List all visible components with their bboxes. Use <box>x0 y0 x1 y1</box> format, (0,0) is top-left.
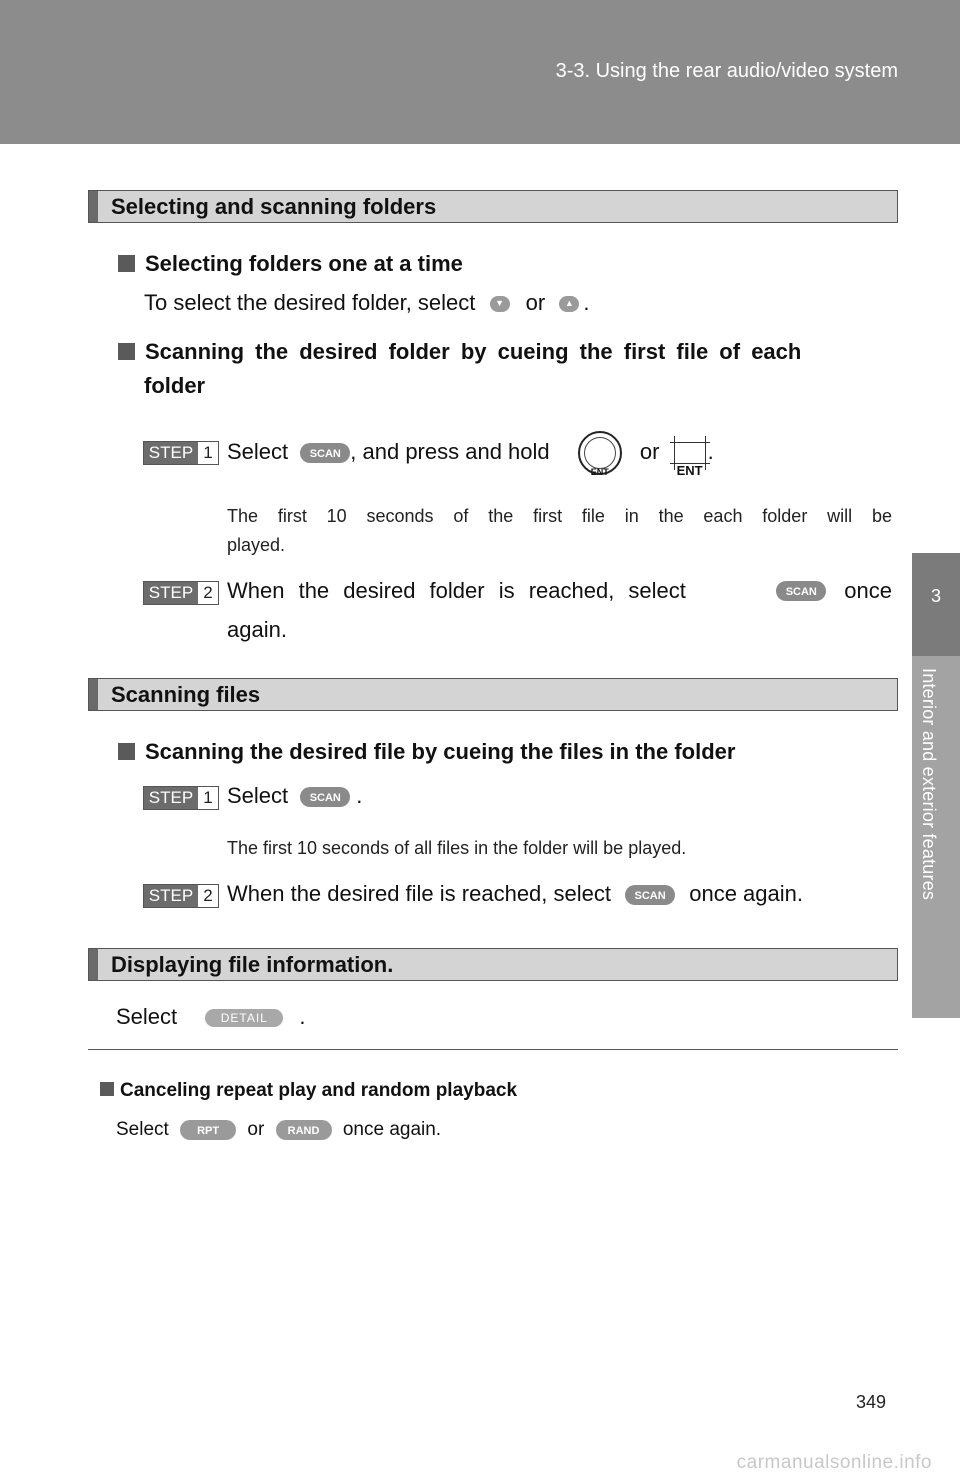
page-number: 349 <box>856 1392 887 1412</box>
divider <box>88 1049 898 1050</box>
scan-button[interactable]: SCAN <box>776 581 826 601</box>
square-bullet-icon <box>118 343 135 360</box>
section-title: Selecting and scanning folders <box>111 194 437 219</box>
square-bullet-icon <box>118 743 135 760</box>
step-2-file-instruction: When the desired file is reached, select SCAN once again. <box>227 881 803 906</box>
step-2-badge: STEP 2 <box>143 884 219 908</box>
section-bar-selecting-scanning-folders <box>88 190 898 223</box>
section-bar-scanning-files <box>88 678 898 711</box>
note-heading: Canceling repeat play and random playback <box>100 1080 517 1102</box>
folder-down-button[interactable]: ▼ <box>490 296 510 312</box>
ent-key-icon[interactable]: ENT <box>674 436 706 470</box>
step-1-folder-note-line1: The first 10 seconds of the first file in the each folder will be <box>227 506 892 526</box>
folder-up-button[interactable]: ▲ <box>559 296 579 312</box>
header-title: 3-3. Using the rear audio/video system <box>555 60 898 82</box>
detail-button[interactable]: DETAIL <box>205 1009 283 1027</box>
chapter-title: Interior and exterior features <box>919 668 939 901</box>
section-bar-displaying-file-info <box>88 948 898 981</box>
page-header <box>0 0 960 144</box>
section-title: Displaying file information. <box>111 952 394 977</box>
step-1-file-instruction: Select SCAN . <box>227 783 363 808</box>
rand-button[interactable]: RAND <box>276 1120 332 1140</box>
step-1-folder-note-line2: played. <box>227 535 286 555</box>
step-2-folder-instruction-line2: again. <box>227 617 287 642</box>
display-info-instruction: Select DETAIL . <box>116 1004 306 1029</box>
step-2-folder-instruction: When the desired folder is reached, select SCAN once <box>227 578 892 603</box>
subheading-scanning-files: Scanning the desired file by cueing the files in the folder <box>118 739 735 765</box>
rpt-button[interactable]: RPT <box>180 1120 236 1140</box>
square-bullet-icon <box>118 255 135 272</box>
step-1-folder-instruction: Select SCAN , and press and hold ENT or ENT . <box>227 426 714 478</box>
ent-knob-icon[interactable]: ENT <box>578 431 622 475</box>
scan-button[interactable]: SCAN <box>625 885 675 905</box>
scan-button[interactable]: SCAN <box>300 787 350 807</box>
section-title: Scanning files <box>111 682 261 707</box>
subheading-selecting-folders: Selecting folders one at a time <box>118 251 463 277</box>
note-instruction: Select RPT or RAND once again. <box>116 1119 442 1140</box>
step-1-badge: STEP 1 <box>143 786 219 810</box>
subheading-scanning-folder-line2: folder <box>144 373 206 398</box>
square-bullet-icon <box>100 1082 114 1096</box>
step-1-badge: STEP 1 <box>143 441 219 465</box>
scan-button[interactable]: SCAN <box>300 443 350 463</box>
watermark: carmanualsonline.info <box>736 1452 932 1473</box>
step-2-badge: STEP 2 <box>143 581 219 605</box>
step-1-file-note: The first 10 seconds of all files in the folder will be played. <box>227 838 687 858</box>
chapter-number: 3 <box>930 586 941 606</box>
subheading-scanning-folder: Scanning the desired folder by cueing the first file of each <box>118 339 894 365</box>
select-folder-instruction: To select the desired folder, select ▼ or ▲ . <box>144 290 590 315</box>
